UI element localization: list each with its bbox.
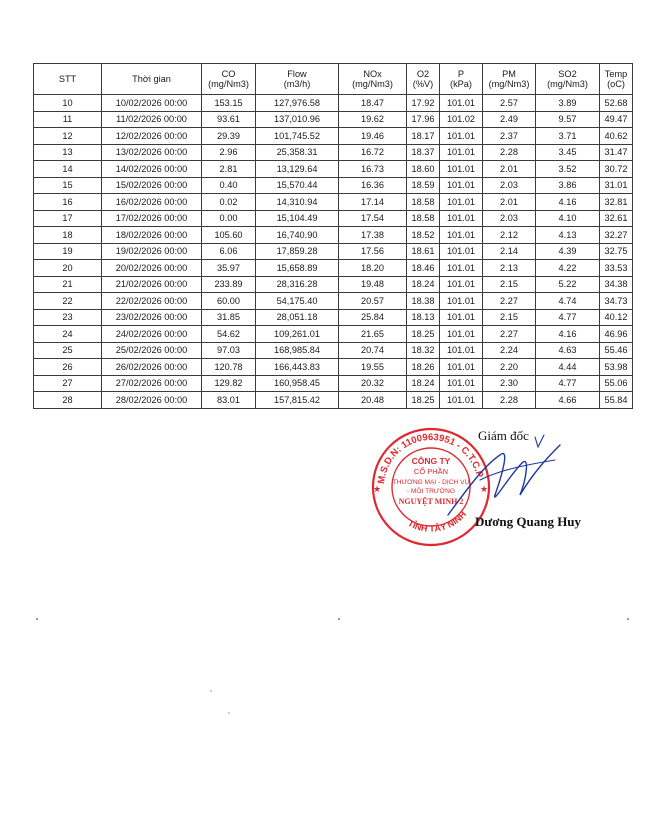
table-row [34,227,633,244]
table-row [34,359,633,376]
table-cell: 157,815.42 [256,392,339,409]
table-cell: 160,958.45 [256,375,339,392]
table-cell: 2.03 [483,210,536,227]
table-row [34,260,633,277]
table-cell: 2.27 [483,293,536,310]
svg-text:★: ★ [373,484,382,494]
signature-title: Giám đốc [478,428,529,443]
table-row [34,342,633,359]
table-cell: 3.45 [536,144,600,161]
table-cell: 15,570.44 [256,177,339,194]
table-cell: 4.13 [536,227,600,244]
table-cell: 101.01 [440,210,483,227]
table-cell: 15,104.49 [256,210,339,227]
table-cell: 18.58 [407,194,440,211]
table-cell: 233.89 [202,276,256,293]
table-cell: 18.13 [407,309,440,326]
table-cell: 17,859.28 [256,243,339,260]
table-cell: 15 [34,177,102,194]
table-row [34,111,633,128]
table-cell: 3.89 [536,95,600,112]
seal-line-2: CỔ PHẦN [413,467,449,476]
table-cell: 2.28 [483,144,536,161]
column-header [536,64,600,95]
emissions-data-table [33,63,633,409]
table-cell: 28 [34,392,102,409]
table-cell: 17.14 [339,194,407,211]
table-cell: 101.01 [440,243,483,260]
table-cell: 19.46 [339,128,407,145]
table-cell: 18.38 [407,293,440,310]
table-cell: 2.20 [483,359,536,376]
column-header [339,64,407,95]
column-header-unit: (mg/Nm3) [208,79,249,89]
table-cell: 2.12 [483,227,536,244]
table-row [34,243,633,260]
table-cell: 24 [34,326,102,343]
table-cell: 4.74 [536,293,600,310]
table-cell: 129.82 [202,375,256,392]
svg-text:★: ★ [480,484,489,494]
table-cell: 0.40 [202,177,256,194]
column-header [256,64,339,95]
table-cell: 2.24 [483,342,536,359]
table-cell: 18 [34,227,102,244]
column-header-unit: (mg/Nm3) [547,79,588,89]
table-cell: 29.39 [202,128,256,145]
column-header-label: O2 [416,68,430,79]
table-cell: 15,658.89 [256,260,339,277]
table-cell: 18.25 [407,326,440,343]
column-header [483,64,536,95]
table-cell: 32.61 [600,210,633,227]
table-cell: 2.37 [483,128,536,145]
table-cell: 18.46 [407,260,440,277]
table-cell: 101.01 [440,95,483,112]
table-cell: 4.16 [536,326,600,343]
table-cell: 18.24 [407,375,440,392]
column-header [600,64,633,95]
table-cell: 101.01 [440,128,483,145]
table-cell: 97.03 [202,342,256,359]
table-cell: 21 [34,276,102,293]
table-cell: 101.02 [440,111,483,128]
table-cell: 6.06 [202,243,256,260]
table-cell: 19.48 [339,276,407,293]
table-cell: 101.01 [440,194,483,211]
scan-speck [210,690,212,692]
column-header-label: NOx [363,68,382,79]
table-cell: 28,051.18 [256,309,339,326]
table-cell: 21/02/2026 00:00 [102,276,202,293]
table-cell: 101.01 [440,309,483,326]
table-cell: 101,745.52 [256,128,339,145]
table-cell: 168,985.84 [256,342,339,359]
table-cell: 166,443.83 [256,359,339,376]
table-cell: 105.60 [202,227,256,244]
seal-outer-text: M.S.D.N: 1100963951 - C.T.C.P [376,431,485,485]
table-row [34,194,633,211]
table-cell: 18.59 [407,177,440,194]
table-cell: 2.30 [483,375,536,392]
table-cell: 4.16 [536,194,600,211]
table-cell: 31.85 [202,309,256,326]
table-cell: 2.49 [483,111,536,128]
table-cell: 27 [34,375,102,392]
table-cell: 17.92 [407,95,440,112]
table-cell: 12 [34,128,102,145]
table-cell: 4.77 [536,375,600,392]
table-cell: 55.46 [600,342,633,359]
table-cell: 10/02/2026 00:00 [102,95,202,112]
table-cell: 18.60 [407,161,440,178]
table-cell: 2.15 [483,309,536,326]
column-header-unit: (oC) [607,79,625,89]
table-cell: 2.27 [483,326,536,343]
table-row [34,95,633,112]
table-cell: 18.61 [407,243,440,260]
table-cell: 26/02/2026 00:00 [102,359,202,376]
table-cell: 55.84 [600,392,633,409]
column-header [440,64,483,95]
table-cell: 2.13 [483,260,536,277]
seal-line-4: - MÔI TRƯỜNG [406,488,456,495]
table-cell: 21.65 [339,326,407,343]
column-header [102,64,202,95]
table-cell: 101.01 [440,276,483,293]
table-cell: 2.03 [483,177,536,194]
table-cell: 3.86 [536,177,600,194]
table-cell: 2.14 [483,243,536,260]
table-cell: 2.96 [202,144,256,161]
table-cell: 11 [34,111,102,128]
table-cell: 4.66 [536,392,600,409]
column-header-label: P [457,68,465,79]
column-header-unit: (m3/h) [283,79,311,89]
table-cell: 31.01 [600,177,633,194]
column-header-label: Flow [287,68,307,79]
table-cell: 101.01 [440,293,483,310]
table-cell: 25 [34,342,102,359]
table-cell: 28/02/2026 00:00 [102,392,202,409]
table-cell: 18.25 [407,392,440,409]
table-cell: 4.44 [536,359,600,376]
table-cell: 10 [34,95,102,112]
table-cell: 15/02/2026 00:00 [102,177,202,194]
table-row [34,293,633,310]
scan-speck [228,712,230,714]
seal-bottom-text: TỈNH TÂY NINH [406,509,469,534]
column-header [34,64,102,95]
table-cell: 2.57 [483,95,536,112]
table-cell: 0.02 [202,194,256,211]
table-cell: 33.53 [600,260,633,277]
table-cell: 9.57 [536,111,600,128]
table-cell: 2.15 [483,276,536,293]
table-cell: 18.47 [339,95,407,112]
column-header-label: STT [58,73,77,84]
column-header [202,64,256,95]
table-cell: 5.22 [536,276,600,293]
table-cell: 12/02/2026 00:00 [102,128,202,145]
table-cell: 18.26 [407,359,440,376]
table-cell: 101.01 [440,144,483,161]
table-cell: 20 [34,260,102,277]
table-cell: 101.01 [440,177,483,194]
table-cell: 4.39 [536,243,600,260]
table-cell: 20.57 [339,293,407,310]
seal-line-5: NGUYỆT MINH 2 [398,497,464,506]
table-header [34,64,633,95]
table-cell: 54,175.40 [256,293,339,310]
column-header-label: CO [221,68,236,79]
table-cell: 2.28 [483,392,536,409]
table-cell: 4.10 [536,210,600,227]
scan-speck [36,618,38,620]
table-cell: 17.56 [339,243,407,260]
table-cell: 27/02/2026 00:00 [102,375,202,392]
table-cell: 32.27 [600,227,633,244]
table-cell: 83.01 [202,392,256,409]
table-cell: 14 [34,161,102,178]
column-header-label: PM [502,68,516,79]
table-cell: 101.01 [440,359,483,376]
table-cell: 16.72 [339,144,407,161]
table-cell: 17.38 [339,227,407,244]
table-row [34,276,633,293]
table-cell: 16/02/2026 00:00 [102,194,202,211]
table-cell: 16.36 [339,177,407,194]
table-cell: 17.54 [339,210,407,227]
table-cell: 14/02/2026 00:00 [102,161,202,178]
table-cell: 32.81 [600,194,633,211]
table-cell: 17 [34,210,102,227]
table-cell: 13,129.64 [256,161,339,178]
table-cell: 22/02/2026 00:00 [102,293,202,310]
column-header-unit: (%V) [412,79,434,89]
table-row [34,326,633,343]
table-row [34,210,633,227]
seal-line-1: CÔNG TY [411,456,451,466]
table-cell: 31.47 [600,144,633,161]
table-cell: 25.84 [339,309,407,326]
table-cell: 34.73 [600,293,633,310]
table-row [34,309,633,326]
table-cell: 109,261.01 [256,326,339,343]
table-row [34,128,633,145]
table-cell: 55.06 [600,375,633,392]
table-cell: 25,358.31 [256,144,339,161]
table-cell: 101.01 [440,227,483,244]
table-cell: 60.00 [202,293,256,310]
table-cell: 54.62 [202,326,256,343]
table-cell: 18.52 [407,227,440,244]
column-header-unit: (kPa) [450,79,472,89]
column-header-unit: (mg/Nm3) [352,79,393,89]
table-cell: 93.61 [202,111,256,128]
table-cell: 137,010.96 [256,111,339,128]
table-cell: 46.96 [600,326,633,343]
table-cell: 18.20 [339,260,407,277]
table-cell: 14,310.94 [256,194,339,211]
table-cell: 4.77 [536,309,600,326]
table-cell: 0.00 [202,210,256,227]
scan-speck [338,618,340,620]
column-header-label: Temp [604,68,628,79]
table-cell: 19/02/2026 00:00 [102,243,202,260]
table-cell: 127,976.58 [256,95,339,112]
table-cell: 34.38 [600,276,633,293]
table-cell: 101.01 [440,260,483,277]
table-cell: 18.37 [407,144,440,161]
table-cell: 11/02/2026 00:00 [102,111,202,128]
table-cell: 2.81 [202,161,256,178]
table-cell: 4.22 [536,260,600,277]
table-cell: 101.01 [440,375,483,392]
signatory-name: Dương Quang Huy [475,514,582,529]
table-cell: 40.12 [600,309,633,326]
table-cell: 19.62 [339,111,407,128]
table-cell: 23/02/2026 00:00 [102,309,202,326]
table-cell: 20.32 [339,375,407,392]
table-cell: 18.32 [407,342,440,359]
table-cell: 32.75 [600,243,633,260]
table-cell: 13/02/2026 00:00 [102,144,202,161]
column-header-label: Thời gian [132,73,171,84]
column-header-label: SO2 [558,68,577,79]
table-cell: 30.72 [600,161,633,178]
table-cell: 2.01 [483,161,536,178]
table-cell: 17/02/2026 00:00 [102,210,202,227]
table-cell: 20/02/2026 00:00 [102,260,202,277]
table-cell: 25/02/2026 00:00 [102,342,202,359]
table-cell: 26 [34,359,102,376]
table-cell: 16,740.90 [256,227,339,244]
table-cell: 101.01 [440,326,483,343]
table-cell: 20.48 [339,392,407,409]
table-row [34,392,633,409]
table-cell: 22 [34,293,102,310]
table-cell: 3.71 [536,128,600,145]
table-cell: 120.78 [202,359,256,376]
column-header-unit: (mg/Nm3) [488,79,530,89]
table-cell: 40.62 [600,128,633,145]
table-cell: 19 [34,243,102,260]
table-row [34,177,633,194]
table-cell: 13 [34,144,102,161]
table-row [34,161,633,178]
table-cell: 4.63 [536,342,600,359]
table-row [34,375,633,392]
table-cell: 18.17 [407,128,440,145]
table-cell: 23 [34,309,102,326]
table-cell: 3.52 [536,161,600,178]
table-cell: 17.96 [407,111,440,128]
table-cell: 16 [34,194,102,211]
table-cell: 49.47 [600,111,633,128]
table-cell: 18/02/2026 00:00 [102,227,202,244]
table-cell: 53.98 [600,359,633,376]
table-cell: 18.24 [407,276,440,293]
seal-line-3: THƯƠNG MẠI - DỊCH VỤ [392,479,470,486]
table-cell: 24/02/2026 00:00 [102,326,202,343]
table-cell: 18.58 [407,210,440,227]
table-cell: 52.68 [600,95,633,112]
table-cell: 153.15 [202,95,256,112]
table-row [34,144,633,161]
table-cell: 101.01 [440,161,483,178]
table-cell: 35.97 [202,260,256,277]
table-cell: 20.74 [339,342,407,359]
table-body [34,95,633,409]
column-header [407,64,440,95]
table-cell: 16.73 [339,161,407,178]
scan-speck [627,618,629,620]
table-cell: 2.01 [483,194,536,211]
table-cell: 101.01 [440,392,483,409]
table-cell: 19.55 [339,359,407,376]
table-cell: 101.01 [440,342,483,359]
table-cell: 28,316.28 [256,276,339,293]
